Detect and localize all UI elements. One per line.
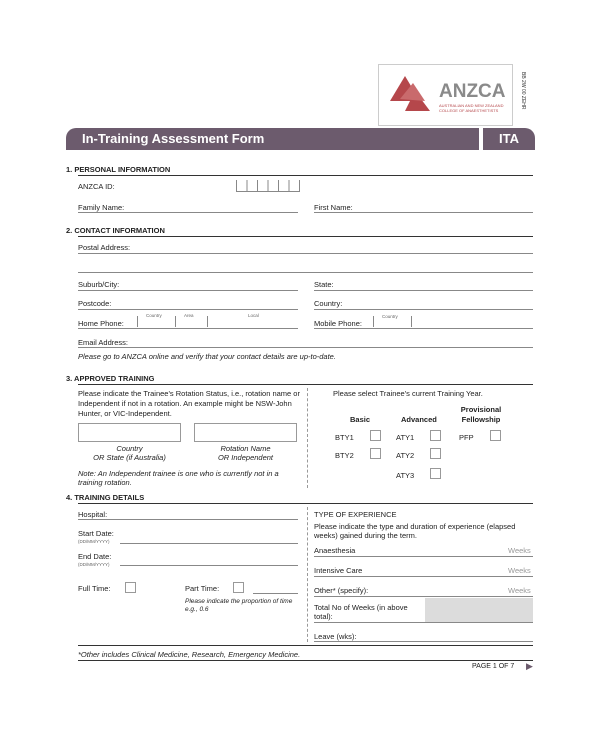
type-title: TYPE OF EXPERIENCE bbox=[314, 510, 397, 519]
postal-field-1[interactable] bbox=[78, 253, 533, 254]
suburb-field[interactable] bbox=[78, 290, 298, 291]
start-date-format: (DD/MM/YYYY) bbox=[78, 539, 110, 544]
end-date-label: End Date: bbox=[78, 552, 112, 561]
divider bbox=[78, 175, 533, 176]
first-name-label: First Name: bbox=[314, 203, 353, 212]
home-phone-label: Home Phone: bbox=[78, 319, 124, 328]
aty2-label: ATY2 bbox=[396, 451, 415, 460]
suburb-label: Suburb/City: bbox=[78, 280, 120, 289]
section-approved: 3. APPROVED TRAINING bbox=[66, 374, 155, 383]
icu-field[interactable] bbox=[314, 576, 533, 577]
mobile-phone-label: Mobile Phone: bbox=[314, 319, 362, 328]
divider bbox=[78, 384, 533, 385]
anzca-id-label: ANZCA ID: bbox=[78, 182, 115, 191]
country-label: Country: bbox=[314, 299, 343, 308]
family-name-label: Family Name: bbox=[78, 203, 125, 212]
anaesthesia-label: Anaesthesia bbox=[314, 546, 356, 555]
country-state-field[interactable] bbox=[78, 423, 181, 442]
state-field[interactable] bbox=[314, 290, 533, 291]
divider bbox=[307, 507, 308, 642]
state-caption: OR State (if Australia) bbox=[93, 453, 166, 462]
divider bbox=[78, 660, 533, 661]
independent-caption: OR Independent bbox=[217, 453, 274, 462]
divider bbox=[314, 622, 533, 623]
bty2-label: BTY2 bbox=[335, 451, 354, 460]
sub-area: Area bbox=[184, 313, 194, 318]
anzca-logo-icon bbox=[385, 71, 435, 116]
full-time-checkbox[interactable] bbox=[125, 582, 136, 593]
sub-country: Country bbox=[146, 313, 162, 318]
pfp-label: PFP bbox=[459, 433, 474, 442]
year-prompt: Please select Trainee's current Training Year. bbox=[333, 389, 483, 398]
type-instructions: Please indicate the type and duration of experience (elapsed weeks) gained during the term. bbox=[314, 522, 516, 540]
section-contact: 2. CONTACT INFORMATION bbox=[66, 226, 165, 235]
bty1-label: BTY1 bbox=[335, 433, 354, 442]
col-basic: Basic bbox=[350, 415, 371, 424]
email-field[interactable] bbox=[78, 347, 533, 348]
aty2-checkbox[interactable] bbox=[430, 448, 441, 459]
other-field[interactable] bbox=[314, 596, 533, 597]
leave-label: Leave (wks): bbox=[314, 632, 357, 641]
logo-sub1: AUSTRALIAN AND NEW ZEALAND bbox=[439, 103, 504, 108]
hospital-field[interactable] bbox=[78, 519, 298, 520]
contact-note: Please go to ANZCA online and verify that your contact details are up-to-date. bbox=[78, 352, 336, 361]
anzca-logo bbox=[378, 64, 513, 126]
sub-local: Local bbox=[248, 313, 259, 318]
postal-label: Postal Address: bbox=[78, 243, 131, 252]
hospital-label: Hospital: bbox=[78, 510, 108, 519]
family-name-field[interactable] bbox=[78, 212, 298, 213]
other-weeks: Weeks bbox=[508, 586, 531, 595]
start-date-label: Start Date: bbox=[78, 529, 114, 538]
country-caption: Country bbox=[116, 444, 143, 453]
rotation-instructions: Please indicate the Trainee's Rotation Status, i.e., rotation name or Independent if not in a rotation. An example might be NSW-John Hunter, or VIC-Independent. bbox=[78, 389, 300, 418]
total-weeks-label: Total No of Weeks (in above total): bbox=[314, 603, 408, 621]
divider bbox=[78, 503, 533, 504]
end-date-field[interactable] bbox=[120, 565, 298, 566]
next-page-arrow-icon[interactable]: ▶ bbox=[526, 661, 533, 671]
start-date-field[interactable] bbox=[120, 543, 298, 544]
anaesthesia-field[interactable] bbox=[314, 556, 533, 557]
first-name-field[interactable] bbox=[314, 212, 533, 213]
part-time-checkbox[interactable] bbox=[233, 582, 244, 593]
rotation-field[interactable] bbox=[194, 423, 297, 442]
email-label: Email Address: bbox=[78, 338, 129, 347]
total-weeks-field[interactable] bbox=[425, 598, 533, 622]
aty3-label: ATY3 bbox=[396, 471, 415, 480]
part-time-label: Part Time: bbox=[185, 584, 220, 593]
col-provisional: Provisional Fellowship bbox=[460, 405, 502, 424]
end-date-format: (DD/MM/YYYY) bbox=[78, 562, 110, 567]
doc-code: BB 2W 00 ZEHR bbox=[520, 72, 526, 110]
bty1-checkbox[interactable] bbox=[370, 430, 381, 441]
bty2-checkbox[interactable] bbox=[370, 448, 381, 459]
divider bbox=[78, 236, 533, 237]
home-phone-field[interactable] bbox=[78, 328, 298, 329]
anaesthesia-weeks: Weeks bbox=[508, 546, 531, 555]
section-personal: 1. PERSONAL INFORMATION bbox=[66, 165, 171, 174]
logo-text: ANZCA bbox=[439, 81, 506, 102]
state-label: State: bbox=[314, 280, 334, 289]
section-training: 4. TRAINING DETAILS bbox=[66, 493, 145, 502]
form-code: ITA bbox=[483, 128, 535, 150]
anzca-id-field[interactable] bbox=[236, 180, 300, 192]
icu-label: Intensive Care bbox=[314, 566, 363, 575]
form-title: In-Training Assessment Form bbox=[66, 128, 479, 150]
mobile-phone-field[interactable] bbox=[314, 328, 533, 329]
col-advanced: Advanced bbox=[401, 415, 437, 424]
part-time-proportion-field[interactable] bbox=[253, 593, 298, 594]
divider bbox=[78, 645, 533, 646]
icu-weeks: Weeks bbox=[508, 566, 531, 575]
aty3-checkbox[interactable] bbox=[430, 468, 441, 479]
postcode-label: Postcode: bbox=[78, 299, 112, 308]
aty1-label: ATY1 bbox=[396, 433, 415, 442]
page-number: PAGE 1 OF 7 bbox=[472, 663, 515, 670]
postcode-field[interactable] bbox=[78, 309, 298, 310]
other-label: Other* (specify): bbox=[314, 586, 369, 595]
leave-field[interactable] bbox=[314, 641, 533, 642]
aty1-checkbox[interactable] bbox=[430, 430, 441, 441]
divider bbox=[307, 388, 308, 488]
logo-sub2: COLLEGE OF ANAESTHETISTS bbox=[439, 108, 499, 113]
rotation-caption: Rotation Name bbox=[220, 444, 271, 453]
independent-note: Note: An Independent trainee is one who is currently not in a training rotation. bbox=[78, 469, 279, 487]
sub-country-mobile: Country bbox=[382, 314, 398, 319]
part-time-note: Please indicate the proportion of time e.g., 0.6 bbox=[185, 598, 293, 613]
postal-field-2[interactable] bbox=[78, 272, 533, 273]
country-field[interactable] bbox=[314, 309, 533, 310]
pfp-checkbox[interactable] bbox=[490, 430, 501, 441]
footer-note: *Other includes Clinical Medicine, Research, Emergency Medicine. bbox=[78, 650, 301, 659]
full-time-label: Full Time: bbox=[78, 584, 111, 593]
